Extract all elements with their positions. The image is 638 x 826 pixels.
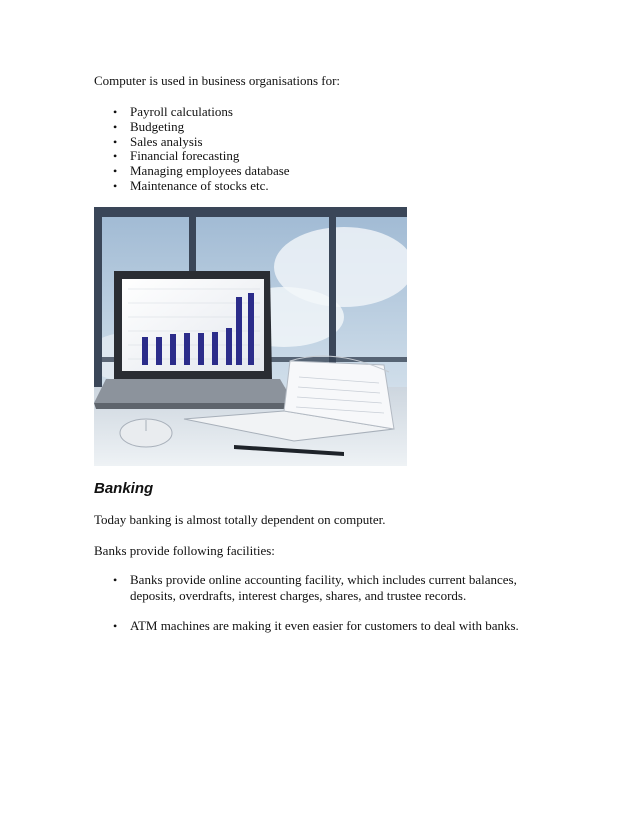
facilities-intro: Banks provide following facilities: xyxy=(94,543,275,558)
list-item: • ATM machines are making it even easier for customers to deal with banks. xyxy=(94,618,534,634)
list-item: • Payroll calculations xyxy=(94,105,290,120)
list-item: • Maintenance of stocks etc. xyxy=(94,179,290,194)
bank-facilities-list xyxy=(94,572,534,648)
list-item: • Banks provide online accounting facility, which includes current balances, deposits, overdrafts, interest charges, shares, and trustee records. xyxy=(94,572,534,604)
list-item: • Managing employees database xyxy=(94,164,290,179)
list-item: • Sales analysis xyxy=(94,135,290,150)
banking-paragraph: Today banking is almost totally dependent on computer. xyxy=(94,512,386,527)
intro-text: Computer is used in business organisations for: xyxy=(94,73,341,88)
section-heading-banking: Banking xyxy=(94,480,154,497)
business-uses-list xyxy=(94,105,290,194)
laptop-chart-photo xyxy=(94,207,407,466)
list-item: • Financial forecasting xyxy=(94,149,290,164)
list-item: • Budgeting xyxy=(94,120,290,135)
